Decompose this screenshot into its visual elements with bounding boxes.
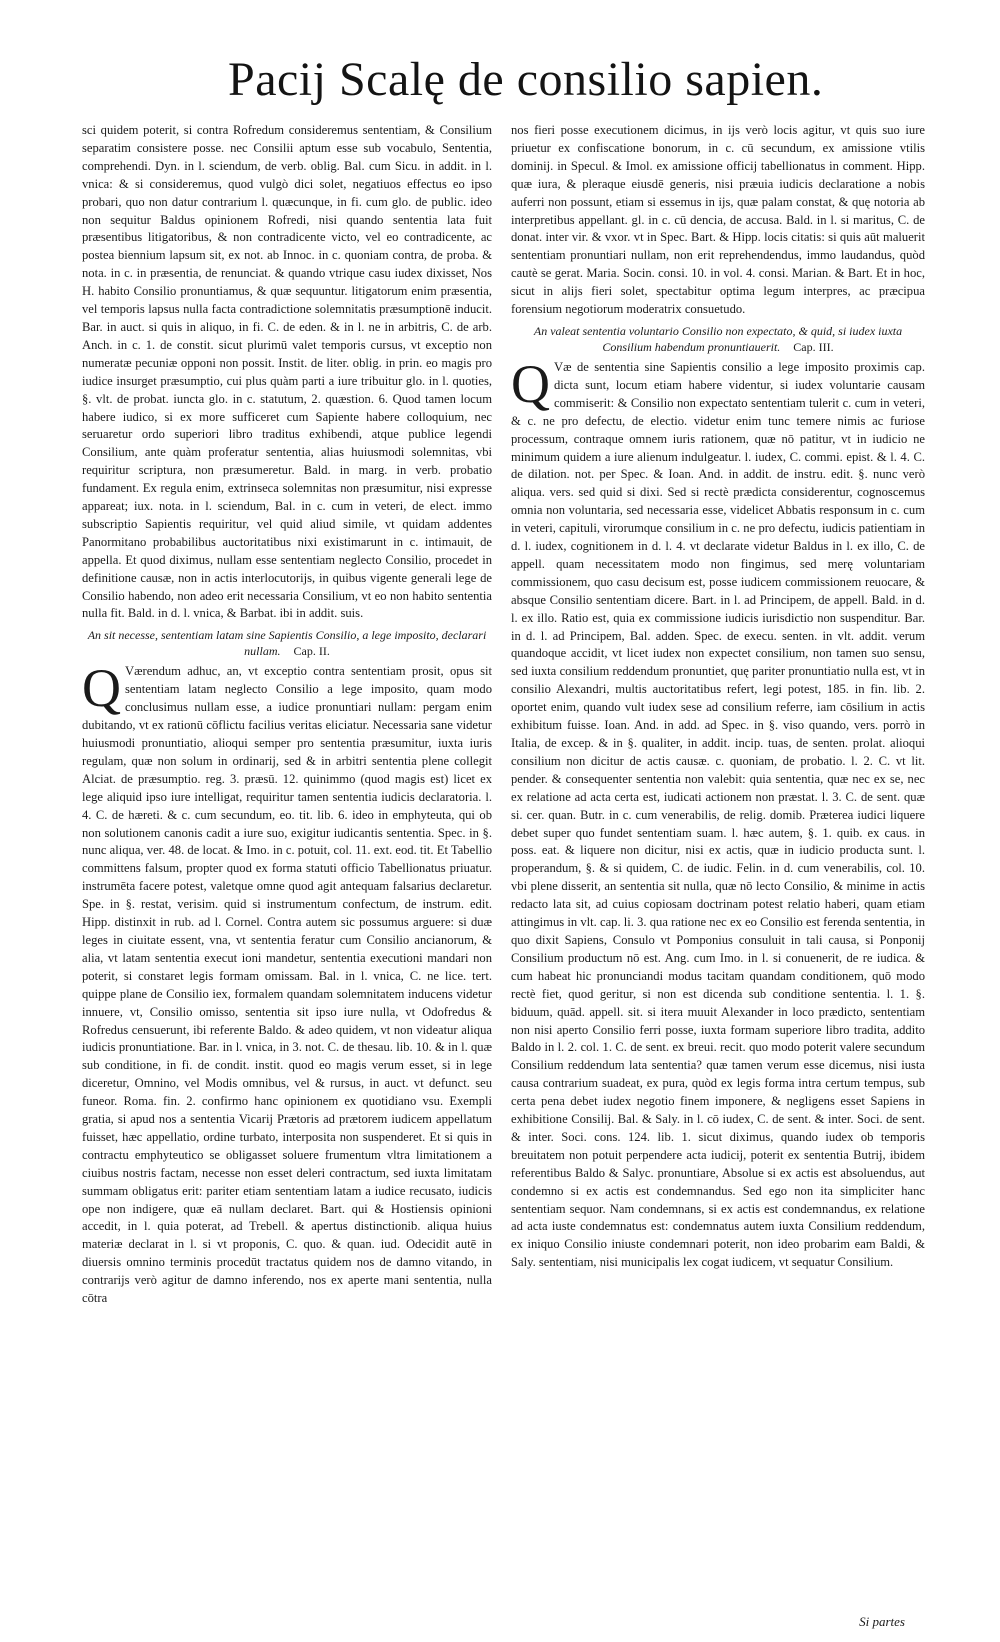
running-head: Pacij Scalę de consilio sapien.: [228, 53, 824, 106]
right-column: [511, 122, 925, 1622]
chapter-2-title: An sit necesse, sententiam latam sine Sapientis Consilio, a lege imposito, declarari nullam.: [87, 628, 487, 659]
chapter-2-body: [82, 658, 492, 1308]
right-paragraph-2: Væ de sententia sine Sapientis consilio a lege imposito proximis cap. dicta sunt, locum etiam habere videntur, si iudex voluntarie causam commiserit: & Consilio non expectato sententiam tulerit c. cum in veteri, & c. ne pro defectu, de electio. videtur enim tunc temere nimis ac furiose processum, contraque omnem iuris rationem, quæ nō patitur, vt in iudicio ne minimum quidem a iure alienum indulgeatur. l. iudex, C. commi. epist. & l. 4. C. de dilation. not. per Spec. & Ioan. And. in addit. de instru. edit. §. nunc verò aliqua. vers. sed quid si dixi. Sed si rectè prædicta considerentur, cognoscemus omnia non voluntaria, sed necessaria esse, videlicet Abbatis responsum in c. cum in veteri, capituli, virorumque consilium in c. ne pro defectu, iudicis patientiam in d. l. iudex, cognitionem in d. l. 4. vt declarate videtur Baldus in l. ex illo, C. de appell. quam necessitatem modo non fingimus, sed merę voluntariam commissionem, quo casu decisum est, posse iudicem commissionem reuocare, & absque Consilio sententiam dicere. Bart. in l. ad Principem, de appell. Bald. in d. l. ex illo. Ratio est, quia ex commissione iudicis iurisdictio non suspenditur. Bar. in d. l. ad Principem, Bal. adden. Spec. de execu. senten. in vlt. addit. verum quandoque accidit, vt licet iudex non expectet consilium, non tamen suo sensu, sed iuxta consilium reddendum pronuntiet, quę pariter pronuntiatio nulla est, vt in consilio Alexandri, multis auctoritatibus refert, legi potest, 185. in fin. lib. 2. oportet enim, quando vult iudex sese ad consilium referre, iam cōsilium in actis exhibitum fuisse. Ioan. And. in add. ad Spec. in §. viso quando, vers. porrò in Italia, de excep. & in §. qualiter, in addit. incip. tuas, de senten. prolat. alioqui consilium non dicitur de actis causæ. c. quoniam, de probatio. l. 2. C. vt lit. pender. & consequenter sententia non valebit: quia sententia, quæ nec ex se, nec ex relatione ad acta certa est, iudicati actionem non præstat. l. 3. C. de sent. quæ si. cer. quan. Butr. in c. cum venerabilis, de relig. domib. Præterea iudici liquere debet super quo fundet sententiam suam. l. hæc autem, §. 1. quib. ex caus. in poss. eat. & liquere non dicitur, nisi ex actis, quæ in iudicio producta sunt. l. properandum, §. & si quidem, C. de iudic. Felin. in d. cum venerabilis, col. 10. vbi plene disserit, an sententia sit nulla, quæ nō lecto Consilio, & minime in actis redacto lata sit, ad cuius copiosam doctrinam potest relatio haberi, quam etiam attingimus in vlt. cap. li. 3. qua ratione nec ex eo Consilio est ferenda sententia, in quo dixit Sapiens, Consulo vt Pomponius consuluit in tali causa, si Ponponij Consilium productum nō est. Ang. cum Imo. in l. si conuenerit, de re iudica. & cum habeat hic pronunciandi modus tacitam quandam conditionem, quō modo rectè fiet, quod geritur, si non est dicenda sub conditione sententia. l. 1. §. biduum, quād. appell. sit. si itera muuit Alexander in loco prædicto, sententiam non nisi aperto Consilio ferri posse, iuxta formam superiore libro tradita, addito Baldo in l. 2. col. 1. C. de sent. ex breui. recit. quo modo poterit valere secundum Consilium reddendum lata sententia? quæ tamen verum esse dicemus, nisi iusta causa contrarium suadeat, ex pura, quòd ex legis forma intra certum tempus, sub certa pena debet iudex negotio finem imponere, & negligens esset Sapiens in exhibitione Consilij. Bal. & Saly. in l. cō iudex, C. de sent. & inter. Soci. de sent. & inter. Soci. cons. 124. lib. 1. sicut diximus, quando iudex ob temporis breuitatem non potuit perpendere acta iudicij, poterit ex sententia Butrij, ibidem referentibus Baldo & Salyc. pronuntiare, Absolue si ex actis est absoluendus, aut condemno si ex actis est condemnandus. Sed ego non ita simpliciter hanc sententiam sequor. Nam condemnans, si ex actis est condemnandus, ex relatione ad acta iuste condemnatus est: condemnatus autem iuxta Consilium reddendum, ex iniquo Consilio iniuste condemnari poterit, non ideo probarim eam Baldi, & Saly. sententiam, nisi municipalis lex cogat iudicem, vt sequatur Consilium.: [511, 359, 925, 1270]
chapter-2-dropcap: Q: [82, 658, 121, 719]
left-paragraph-2: Værendum adhuc, an, vt exceptio contra sententiam prosit, opus sit sententiam latam neglecto Consilio a lege imposito, quam modo conclusimus nullam esse, a iudice pronuntiari nullam: pergam enim dubitando, vt ex rationū cōflictu facilius veritas eliciatur. Necessaria sane videtur huiusmodi pronuntiatio, alioqui semper pro sententia præsumitur, iuxta iuris regulam, quæ non solum in ordinarij, sed & in arbitri sententia plene collegit Alciat. de præsumptio. reg. 3. præsū. 12. quinimmo (quod magis est) licet ex lege aliquid ipso iure intelligat, requiritur tamen sententia iudicis declaratoria. l. 4. C. de hæreti. & c. cum secundum, eo. tit. lib. 6. ideo in emphyteuta, qui ob non solutionem canonis cadit a iure suo, exigitur iudicantis sententia. Spec. in §. nunc aliqua, ver. 48. de locat. & Imo. in c. potuit, col. 11. ext. eod. tit. Et Tabellio committens falsum, propter quod ex forma statuti officio Tabellionatus priuatur. instrumēta facere potest, valetque omne quod agit antequam falsarius declaretur. Spe. in §. restat, verisim. quid si instrumentum confectum, de instrum. edit. Hipp. distinxit in rub. ad l. Cornel. Contra autem sic possumus arguere: si duæ leges in ciuitate essent, vna, vt sententia feratur cum Consilio ancianorum, & alia, vt latam sententia execut ioni mandetur, sententia executioni mandari non poterit, si constaret legis formam omissam. Bal. in l. vnica, C. ne lice. tert. quippe plane de Consilio iex, formalem quandam solemnitatem inducens videtur innuere, vt, Consilio omisso, sententia sit ipso iure nulla, vt Odofredus & Rofredus censuerunt, ibi referente Baldo. & adeo quidem, vt non videatur aliqua iudicis pronuntiatione. Bar. in l. vnica, in 3. not. C. de thesau. lib. 10. & in l. quæ sub conditione, in fi. de condit. instit. quod eo magis verum esset, si in lege diceretur, Omnino, vel Modis omnibus, vel & rursus, in auct. vt defunct. seu funeor. Roma. fin. 2. confirmo hanc opinionem ex quotidiano vsu. Exempli gratia, si apud nos a sententia Vicarij Prætoris ad prætorem iudicem appellatum fuisset, hæc appellatio, ordine turbato, interposita non suspenderet. Et si quis in contractu emphyteutico se obligasset soluere frumentum vltra limitationem a ciuibus nostris factam, necesse non esset deleri contractum, sed iuxta limitatam summam obligatus erit: pariter etiam sententiam latam a iudice recusato, iudicis ope non indigere, quæ eā nullam declaret. Bart. qui & Hostiensis opinioni accedit, in l. quia poterat, ad Trebell. & apertus distinctionib. aliqua huius materiæ declarat in l. si vt proponis, C. quo. & quan. iud. Odecidit autē in diuersis omnino terminis procedūt tractatus quidem nos de damno vitando, in contrarijs verò agitur de damno inferendo, nos ex aperte mani sententia, nulla cōtra: [82, 664, 492, 1306]
left-column: [82, 122, 492, 1622]
catchword: Si partes: [859, 1614, 905, 1629]
chapter-3-title: An valeat sententia voluntario Consilio non expectato, & quid, si iudex iuxta Consilium habendum pronuntiauerit.: [533, 323, 903, 354]
right-paragraph-1: nos fieri posse executionem dicimus, in ijs verò locis agitur, vt quis suo iure priuetur ex confiscatione bonorum, in c. cū secundum, ex amissione vtilis dominij. in Specul. & Imol. ex amissione officij tabellionatus in comment. Hipp. quæ iura, & pleraque eiusdē generis, nisi præuia iudicis declaratione a nobis auferri non possunt, etiam si essemus in ijs, quæ palam constat, & quę notoria ab interpretibus appellant. gl. in c. cū dencia, de accusa. Bald. in l. si maritus, C. de donat. inter vir. & vxor. vt in Spec. Bart. & Hipp. locis citatis: si quis aūt maluerit sententiam pronuntiari nullam, non erit reprehendendus, immo laudandus, quòd cautè se gerat. Maria. Socin. consi. 10. in vol. 4. consi. Marian. & Bart. Et in hoc, sicut in alijs fieri solet, spectabitur optima legum interpres, ac præcipua forensium negotiorum moderatrix consuetudo.: [511, 123, 925, 317]
chapter-3-body: [511, 353, 925, 1272]
chapter-3-heading: [511, 323, 925, 355]
left-paragraph-1: sci quidem poterit, si contra Rofredum consideremus sententiam, & Consilium separatim consistere posse. nec Consilii aptum esse sub vocabulo, Sententia, comprehendi. Dyn. in l. sciendum, de verb. oblig. Bal. cum Sicu. in addit. in l. vnica: & si consideremus, quod vulgò dici solet, negatiuos effectus eo ipso probari, quo non datur contrarium l. quæcunque, in fi. cum glo. de public. ideo non sequitur Baldus opinionem Rofredi, nisi quando sententia lata fuit præsentibus litigatoribus, & non contradicente victo, vel eo contradicente, ac postea biennium lapsum sit, ex not. ab Innoc. in c. quoniam contra, de proba. & nota. in c. in præsentia, de renunciat. & quando vtrique casu iudex dixisset, Nos H. habito Consilio pronuntiamus, & quæ sequuntur. litigatorum enim præsentia, vel temporis lapsus nulla facta contradictione solemnitatis præsumptionē inducit. Bar. in auct. si quis in aliquo, in fi. C. de eden. & in l. ne in arbitris, C. de arb. Anch. in c. 1. de constit. sicut plurimū valet temporis cursus, vt exceptio non numeratæ pecuniæ opponi non possit. Instit. de liter. oblig. in prin. eo magis pro iudice insurget præsumptio, cui plus quàm parti a iure tribuitur glo. in l. quoties, §. vlt. de probat. iuncta glo. in c. statutum, 2. quæstion. 6. Quod tamen locum habere iudico, si ex more sufficeret cum Sapiente habere colloquium, nec seruaretur ordo superiori libro traditus exhibendi, atque publice legendi Consilium, ante quàm proferatur sententia, alias huiusmodi solemnitas, vbi requiritur scriptura, non præsumeretur. Bald. in marg. in verb. probatio fundament. Ex regula enim, extrinseca solemnitas non præsumitur, nisi expresse appareat; iux. nota. in l. sciendum, Bal. in c. cum in veteri, de elect. immo subscriptio Sapientis requiritur, vel quid aliud simile, vt quidam addentes Panormitano probabilibus auctoritatibus nixi existimarunt in c. intimauit, de appella. Et quod diximus, nullam esse sententiam neglecto Consilio, procedet in definitione causæ, non in actis interlocutorijs, in quibus vigente generali lege de Consilio habendo, non adeo erit necessaria Consilium, vt eo non habito sententia nulla fit. Bald. in d. l. vnica, & Barbat. ibi in addit. suis.: [82, 123, 492, 621]
chapter-3-dropcap: Q: [511, 353, 550, 414]
chapter-3-number: Cap. III.: [793, 339, 834, 354]
chapter-2-number: Cap. II.: [293, 644, 330, 659]
chapter-2-heading: [82, 627, 492, 659]
